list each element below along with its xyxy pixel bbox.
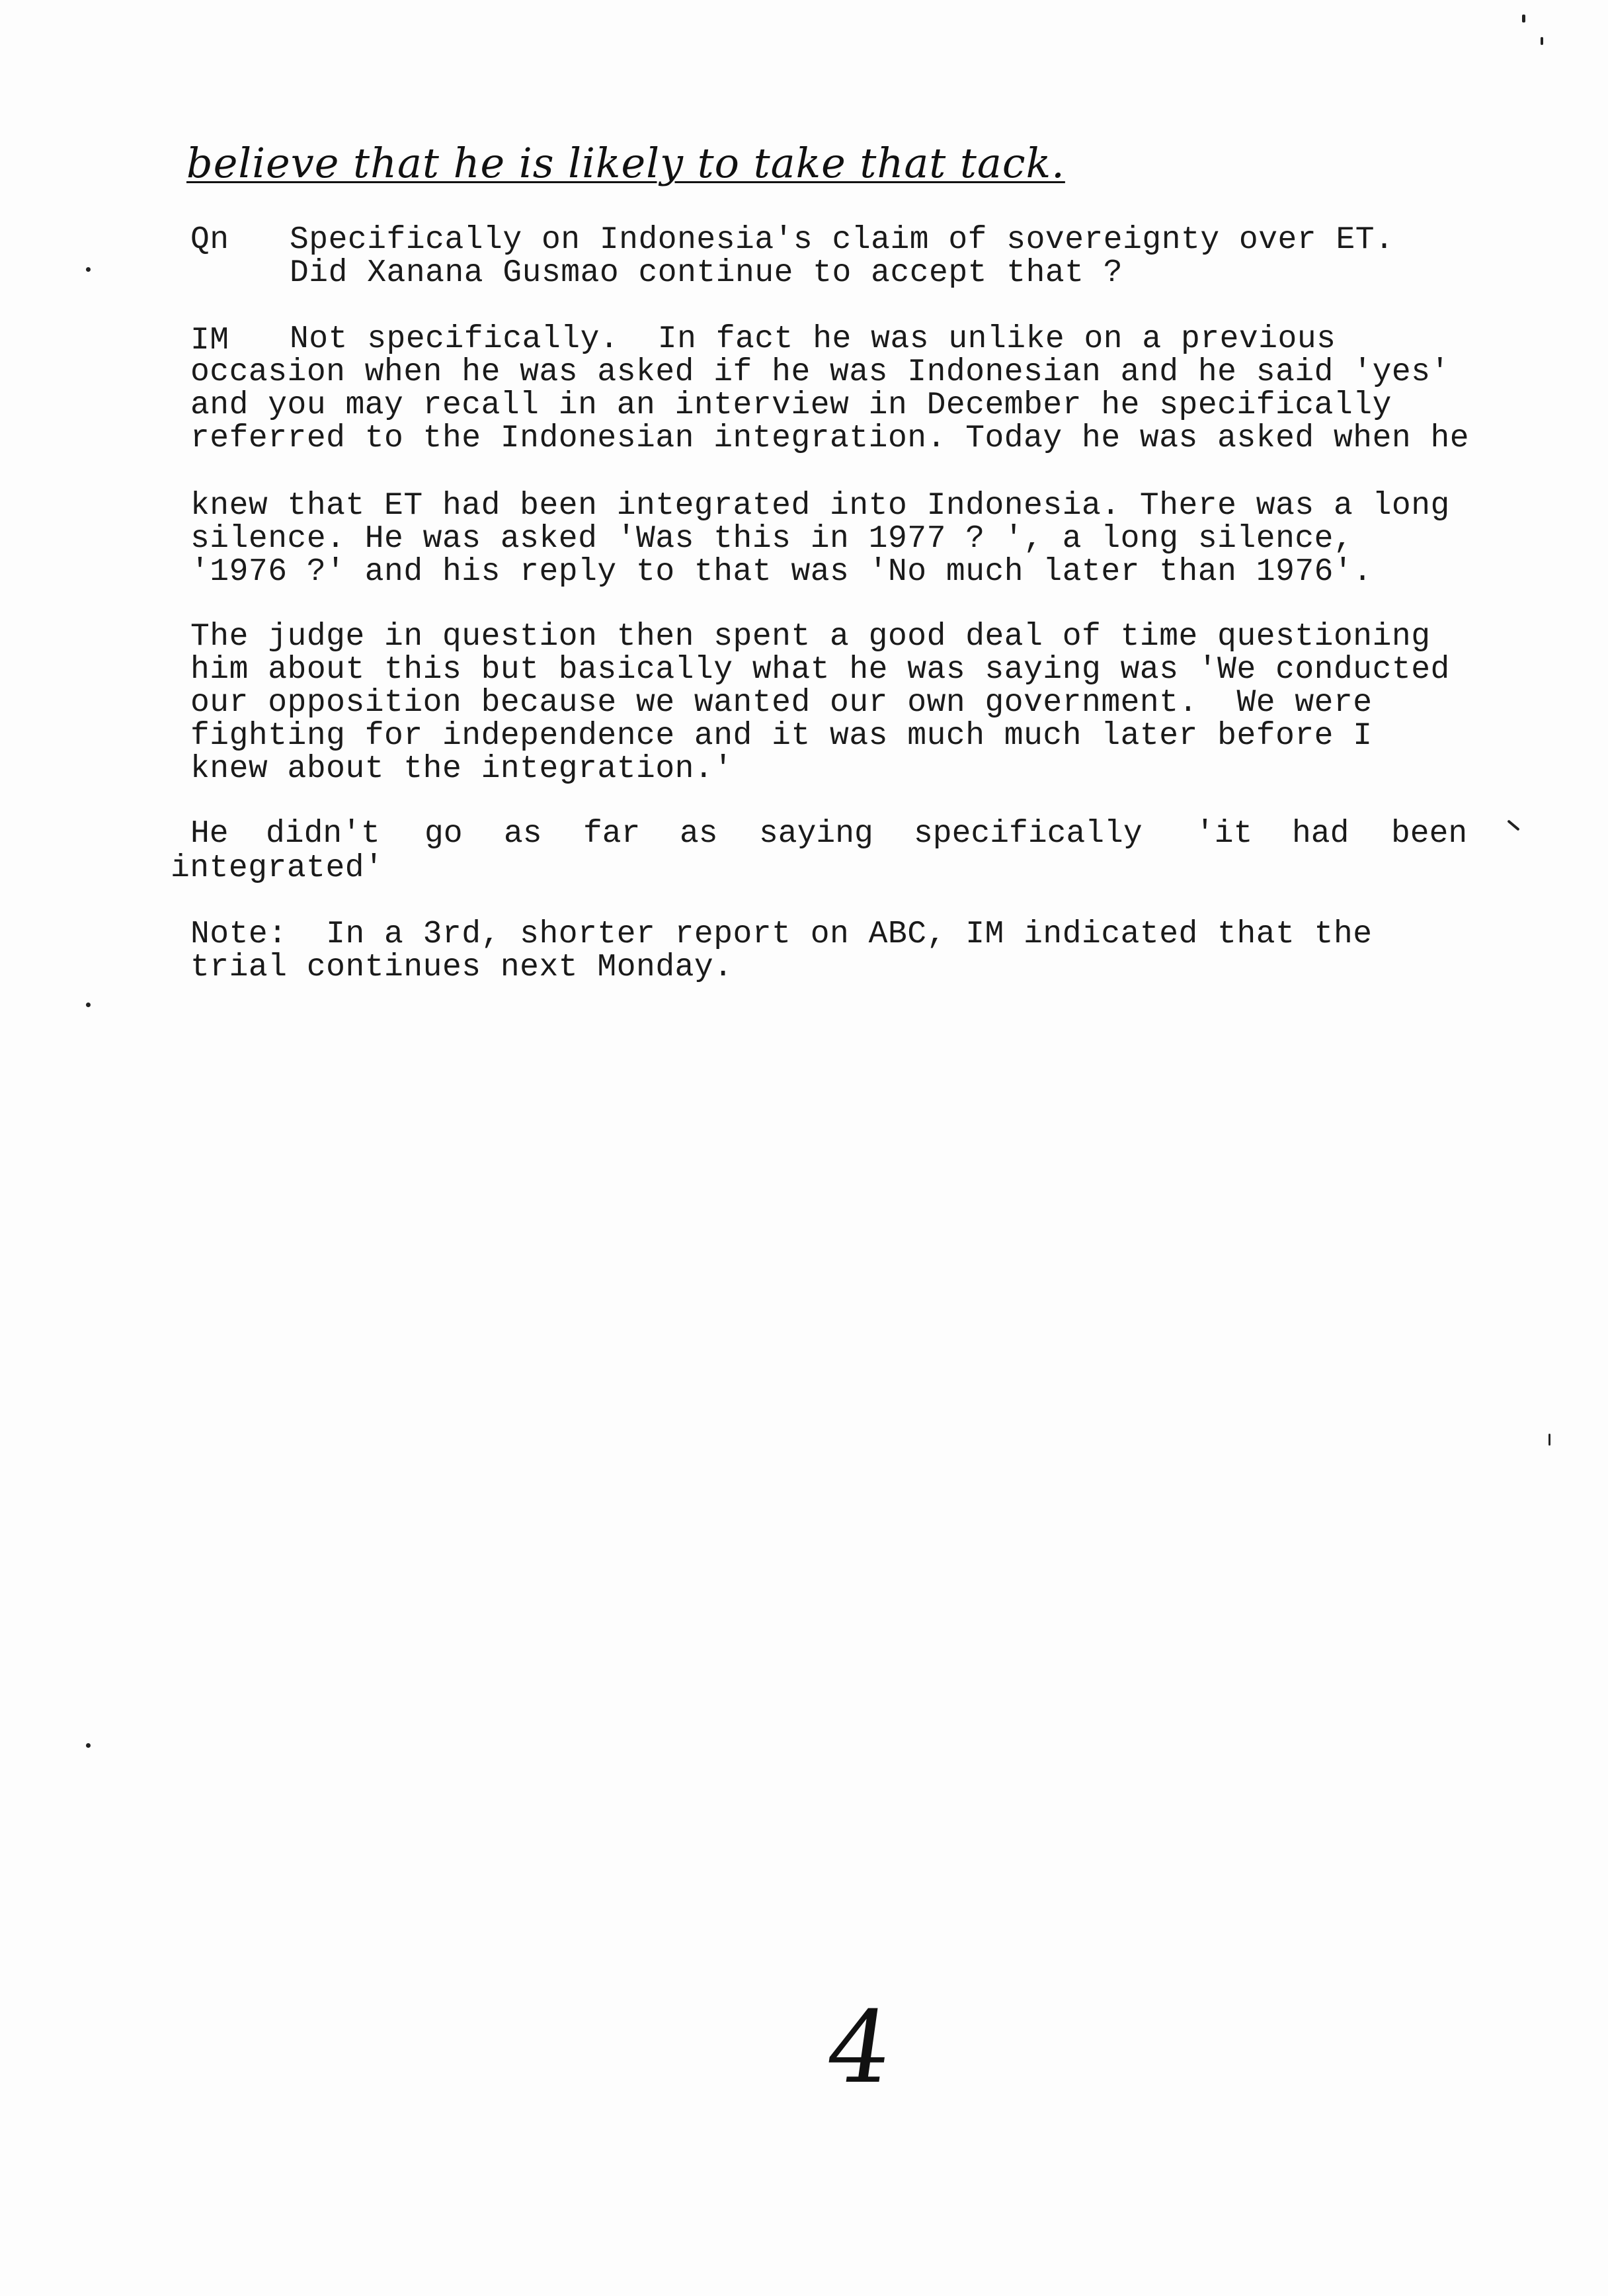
- handwritten-note: believe that he is likely to take that tack.: [186, 139, 1065, 187]
- para4-word-8: specifically: [914, 816, 1143, 852]
- para4-word-7: saying: [759, 816, 873, 852]
- im-line-3: and you may recall in an interview in December he specifically: [190, 388, 1392, 423]
- scan-mark-tick: [1507, 819, 1519, 831]
- para3-line-3: our opposition because we wanted our own government. We were: [190, 685, 1373, 721]
- scan-mark-dot: [86, 1003, 91, 1007]
- scan-mark-tick: [1522, 15, 1525, 22]
- scan-mark-dot: [86, 267, 91, 272]
- para3-line-4: fighting for independence and it was much much later before I: [190, 718, 1373, 754]
- para2-line-2: silence. He was asked 'Was this in 1977 ? ', a long silence,: [190, 521, 1353, 557]
- para4-word-3: go: [424, 816, 463, 852]
- para2-line-3: '1976 ?' and his reply to that was 'No much later than 1976'.: [190, 554, 1373, 590]
- para2-line-1: knew that ET had been integrated into Indonesia. There was a long: [190, 488, 1450, 524]
- para4-word-2: didn't: [266, 816, 380, 852]
- para3-line-1: The judge in question then spent a good deal of time questioning: [190, 619, 1431, 655]
- qn-label: Qn: [190, 222, 229, 258]
- para4-word-11: been: [1391, 816, 1468, 852]
- im-line-4: referred to the Indonesian integration. Today he was asked when he: [190, 421, 1470, 456]
- note-line-1: Note: In a 3rd, shorter report on ABC, IM indicated that the: [190, 917, 1373, 952]
- im-label: IM: [190, 323, 229, 358]
- para4-word-5: far: [583, 816, 641, 852]
- para3-line-5: knew about the integration.': [190, 751, 733, 787]
- para3-line-2: him about this but basically what he was saying was 'We conducted: [190, 652, 1450, 688]
- scan-mark-tick: [1548, 1434, 1550, 1446]
- scan-mark-tick: [1541, 37, 1543, 45]
- para4-word-9: 'it: [1195, 816, 1253, 852]
- para4-word-1: He: [190, 816, 229, 852]
- para4-word-10: had: [1292, 816, 1349, 852]
- page-number: 4: [819, 1990, 899, 2106]
- qn-line-2: Did Xanana Gusmao continue to accept that ?: [290, 255, 1123, 291]
- para4-word-4: as: [504, 816, 542, 852]
- qn-line-1: Specifically on Indonesia's claim of sovereignty over ET.: [290, 222, 1394, 258]
- scan-mark-dot: [86, 1743, 91, 1748]
- note-line-2: trial continues next Monday.: [190, 950, 733, 985]
- para4-line-2: integrated': [171, 850, 384, 886]
- para4-word-6: as: [680, 816, 718, 852]
- im-line-1: Not specifically. In fact he was unlike on a previous: [290, 321, 1336, 357]
- im-line-2: occasion when he was asked if he was Indonesian and he said 'yes': [190, 354, 1450, 390]
